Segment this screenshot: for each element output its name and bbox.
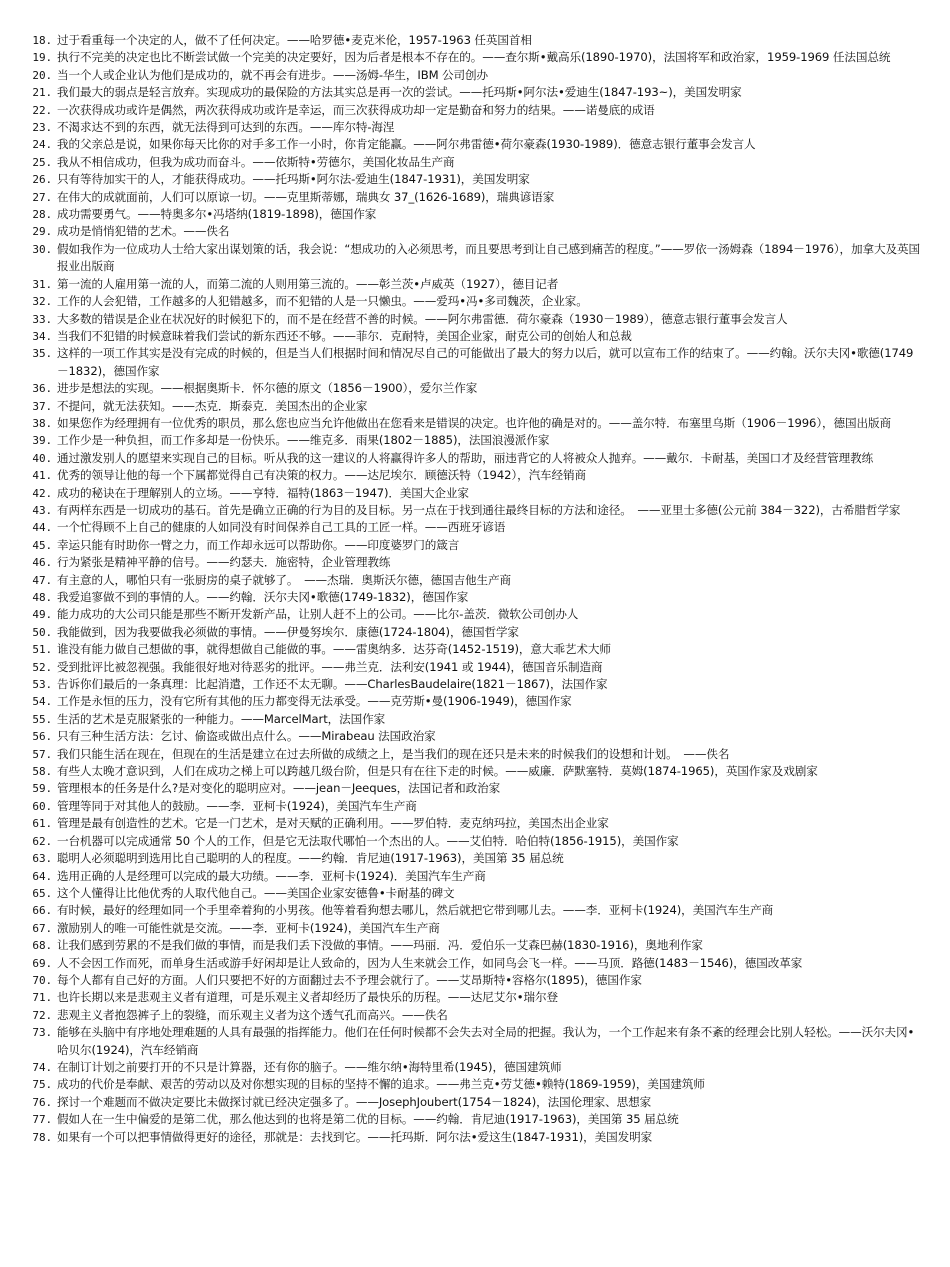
quote-text: 进步是想法的实现。——根据奥斯卡．怀尔德的原文（1856－1900），爱尔兰作家 <box>57 381 478 396</box>
quote-number: 70. <box>32 973 52 987</box>
quote-text: 通过激发别人的愿望来实现自己的目标。听从我的这一建议的人将赢得许多人的帮助，丽违背它的人将被众人抛弃。——戴尔．卡耐基，美国口才及经营管理教练 <box>57 450 874 465</box>
quote-text: 聪明人必须聪明到选用比自己聪明的人的程度。——约翰．肯尼迪(1917-1963)，美国第 35 届总统 <box>57 851 564 866</box>
quote-number: 31. <box>32 277 52 291</box>
quote-number: 38. <box>32 416 52 430</box>
quote-text: 生活的艺术是克服紧张的一种能力。——MarcelMart，法国作家 <box>57 711 386 726</box>
quote-number: 23. <box>32 121 52 135</box>
quote-number: 40. <box>32 451 52 465</box>
quote-item <box>26 537 920 554</box>
quote-text: 过于看重每一个决定的人，做不了任何决定。——哈罗德•麦克米伦，1957-1963 任英国首相 <box>57 33 532 47</box>
quote-number: 30. <box>32 242 52 256</box>
quote-text: 在伟大的成就面前，人们可以原谅一切。——克里斯蒂娜，瑞典女 37_(1626-1689)，瑞典谚语家 <box>57 189 555 204</box>
quote-number: 54. <box>32 695 52 709</box>
quote-item <box>26 955 920 972</box>
quote-item <box>26 223 920 240</box>
quote-item <box>26 850 920 867</box>
quote-number: 39. <box>32 434 52 448</box>
quote-text: 有时候，最好的经理如同一个手里牵着狗的小男孩。他等着看狗想去哪儿，然后就把它带到哪儿去。——李．亚柯卡(1924)，美国汽车生产商 <box>57 903 774 918</box>
quote-item <box>26 728 920 745</box>
quote-text: 有两样东西是一切成功的基石。首先是确立正确的行为目的及目标。另一点在于找到通往最终目标的方法和途径。 ——亚里士多德(公元前 384－322)，古希腊哲学家 <box>57 502 901 517</box>
quote-item <box>26 746 920 763</box>
quote-text: 一次获得成功或许是偶然，两次获得成功或许是幸运，而三次获得成功却一定是勤奋和努力的结果。——诺曼底的成语 <box>57 102 655 117</box>
quote-text: 谁没有能力做自己想做的事，就得想做自己能做的事。——雷奥纳多．达芬奇(1452-1519)，意大乖艺术大师 <box>57 642 611 657</box>
quote-number: 27. <box>32 190 52 204</box>
quote-text: 告诉你们最后的一条真理：比起消遣，工作还不太无聊。——CharlesBaudelaire(1821－1867)，法国作家 <box>57 677 608 692</box>
quote-text: 一台机器可以完成通常 50 个人的工作，但是它无法取代哪怕一个杰出的人。——艾伯特．哈伯特(1856-1915)，美国作家 <box>57 833 679 848</box>
quote-text: 能够在头脑中有序地处理难题的人具有最强的指挥能力。他们在任何时候都不会失去对全局的把握。我认为，一个工作起来有条不紊的经理会比别人轻松。——沃尔夫冈•哈贝尔(1924)，汽车经销商 <box>57 1025 915 1057</box>
quote-text: 受到批评比被忽视强。我能很好地对待恶劣的批评。——弗兰克．法利安(1941 或 1944)，德国音乐制造商 <box>57 659 603 674</box>
quote-number: 62. <box>32 834 52 848</box>
quote-item <box>26 624 920 641</box>
quote-item <box>26 102 920 119</box>
quote-number: 57. <box>32 747 52 761</box>
quote-number: 19. <box>32 51 52 65</box>
quote-text: 也许长期以来是悲观主义者有道理，可是乐观主义者却经历了最快乐的历程。——达尼艾尔•瑞尔登 <box>57 990 558 1005</box>
quote-text: 成功的代价是奉献、艰苦的劳动以及对你想实现的目标的坚持不懈的追求。——弗兰克•劳艾德•赖特(1869-1959)，美国建筑师 <box>57 1077 705 1092</box>
quote-item <box>26 136 920 153</box>
quote-number: 63. <box>32 852 52 866</box>
quote-item <box>26 554 920 571</box>
quote-text: 我们最大的弱点是轻言放弃。实现成功的最保险的方法其实总是再一次的尝试。——托玛斯•阿尔法•爱迪生(1847-193~)，美国发明家 <box>57 85 742 100</box>
quote-text: 悲观主义者抱怨裤子上的裂缝，而乐观主义者为这个透气孔而高兴。——佚名 <box>57 1007 448 1022</box>
quote-item <box>26 1094 920 1111</box>
quote-number: 74. <box>32 1060 52 1074</box>
quote-item <box>26 606 920 623</box>
quote-item <box>26 1024 920 1059</box>
quote-item <box>26 937 920 954</box>
quote-text: 有些人太晚才意识到，人们在成功之梯上可以跨越几级台阶，但是只有在往下走的时候。——威廉．萨默塞特．莫姆(1874-1965)，英国作家及戏剧家 <box>57 764 818 779</box>
quote-number: 59. <box>32 782 52 796</box>
quote-text: 这样的一项工作其实是没有完成的时候的，但是当人们根据时间和情况尽自己的可能做出了最大的努力以后，就可以宣布工作的结束了。——约翰。沃尔夫冈•歌德(1749－1832)，德国作家 <box>57 346 914 378</box>
quote-number: 46. <box>32 556 52 570</box>
quote-number: 78. <box>32 1130 52 1144</box>
quote-item <box>26 276 920 293</box>
quote-number: 24. <box>32 138 52 152</box>
quote-text: 每个人都有自己好的方面。人们只要把不好的方面翻过去不予理会就行了。——艾昂斯特•容格尔(1895)，德国作家 <box>57 972 642 987</box>
quote-number: 34. <box>32 329 52 343</box>
quote-number: 49. <box>32 608 52 622</box>
quote-item <box>26 885 920 902</box>
quote-text: 只有三种生活方法：乞讨、偷盗或做出点什么。——Mirabeau 法国政治家 <box>57 729 436 744</box>
quote-text: 在制订计划之前要打开的不只是计算器，还有你的脑子。——维尔纳•海特里希(1945)，德国建筑师 <box>57 1059 562 1074</box>
quote-text: 探讨一个难题而不做决定要比未做探讨就已经决定强多了。——JosephJoubert(1754－1824)，法国伦理家、思想家 <box>57 1094 652 1109</box>
quote-item <box>26 659 920 676</box>
quote-text: 第一流的人雇用第一流的人，而第二流的人则用第三流的。——彰兰茨•卢威英（1927），德目记者 <box>57 276 559 291</box>
quote-number: 75. <box>32 1078 52 1092</box>
quote-number: 26. <box>32 173 52 187</box>
quote-text: 不渴求达不到的东西，就无法得到可达到的东西。——库尔特-海涅 <box>57 120 395 135</box>
quote-text: 我从不相信成功，但我为成功而奋斗。——依斯特•劳德尔，美国化妆品生产商 <box>57 154 455 169</box>
quote-item <box>26 1129 920 1146</box>
quote-text: 只有等待加实干的人，才能获得成功。——托玛斯•阿尔法-爱迪生(1847-1931)，美国发明家 <box>57 172 530 187</box>
quote-number: 42. <box>32 486 52 500</box>
quote-list <box>26 32 920 1146</box>
quote-number: 72. <box>32 1008 52 1022</box>
quote-text: 执行不完美的决定也比不断尝试做一个完美的决定要好，因为后者是根本不存在的。——查尔斯•戴高乐(1890-1970)，法国将军和政治家，1959-1969 任法国总统 <box>57 50 891 65</box>
quote-number: 52. <box>32 660 52 674</box>
quote-number: 69. <box>32 956 52 970</box>
quote-text: 这个人懂得让比他优秀的人取代他自己。——美国企业家安德鲁•卡耐基的碑文 <box>57 885 455 900</box>
quote-text: 一个忙得顾不上自己的健康的人如同没有时间保养自己工具的工匠一样。——西班牙谚语 <box>57 520 506 535</box>
quote-item <box>26 485 920 502</box>
quote-number: 66. <box>32 904 52 918</box>
quote-number: 47. <box>32 573 52 587</box>
quote-item <box>26 154 920 171</box>
quote-item <box>26 902 920 919</box>
quote-text: 假如我作为一位成功人士给大家出谋划策的话，我会说：“想成功的入必须思考，而且要思考到让自己感到痛苦的程度。”——罗依一汤姆森（1894－1976），加拿大及英国报业出版商 <box>57 241 920 274</box>
quote-number: 29. <box>32 225 52 239</box>
quote-text: 激励别人的唯一可能性就是交流。——李．亚柯卡(1924)，美国汽车生产商 <box>57 920 440 935</box>
quote-number: 41. <box>32 469 52 483</box>
quote-item <box>26 311 920 328</box>
quote-item <box>26 398 920 415</box>
quote-item <box>26 589 920 606</box>
quote-number: 61. <box>32 817 52 831</box>
quote-text: 工作是永恒的压力，没有它所有其他的压力都变得无法承受。——克劳斯•曼(1906-1949)，德国作家 <box>57 694 572 709</box>
quote-item <box>26 450 920 467</box>
quote-item <box>26 345 920 380</box>
quote-number: 35. <box>32 347 52 361</box>
quote-item <box>26 989 920 1006</box>
quote-text: 如果有一个可以把事情做得更好的途径，那就是：去找到它。——托玛斯．阿尔法•爱这生(1847-1931)，美国发明家 <box>57 1129 653 1144</box>
quote-item <box>26 171 920 188</box>
quote-item <box>26 293 920 310</box>
quote-item <box>26 780 920 797</box>
quote-number: 68. <box>32 939 52 953</box>
quote-item <box>26 815 920 832</box>
quote-number: 48. <box>32 591 52 604</box>
quote-number: 22. <box>32 103 52 117</box>
quote-number: 64. <box>32 869 52 883</box>
quote-text: 幸运只能有时助你一臂之力，而工作却永远可以帮助你。——印度婆罗门的箴言 <box>57 537 460 552</box>
quote-text: 管理等同于对其他人的鼓励。——李．亚柯卡(1924)，美国汽车生产商 <box>57 798 417 813</box>
quote-number: 58. <box>32 765 52 779</box>
quote-item <box>26 920 920 937</box>
quote-text: 管理是最有创造性的艺术。它是一门艺术，是对天赋的正确利用。——罗伯特．麦克纳玛拉，美国杰出企业家 <box>57 816 609 831</box>
quote-text: 我能做到，因为我要做我必须做的事情。——伊曼努埃尔．康德(1724-1804)，德国哲学家 <box>57 624 519 639</box>
quote-text: 我们只能生活在现在，但现在的生活是建立在过去所做的成绩之上，是当我们的现在还只是未来的时候我们的设想和计划。 ——佚名 <box>57 746 730 761</box>
quote-number: 21. <box>32 86 52 100</box>
quote-number: 36. <box>32 382 52 396</box>
quote-item <box>26 119 920 136</box>
quote-item <box>26 1007 920 1024</box>
quote-item <box>26 711 920 728</box>
quote-text: 不提问，就无法获知。——杰克．斯泰克．美国杰出的企业家 <box>57 398 368 413</box>
quote-number: 71. <box>32 991 52 1005</box>
quote-item <box>26 502 920 519</box>
quote-item <box>26 1111 920 1128</box>
quote-number: 67. <box>32 921 52 935</box>
quote-item <box>26 868 920 885</box>
quote-text: 如果您作为经理拥有一位优秀的职员，那么您也应当允许他做出在您看来是错误的决定。也许他的确是对的。——盖尔特．布塞里乌斯（1906－1996），德国出版商 <box>57 415 891 430</box>
quote-item <box>26 49 920 66</box>
quote-number: 33. <box>32 312 52 326</box>
quote-item <box>26 1076 920 1093</box>
quote-item <box>26 693 920 710</box>
quote-item <box>26 380 920 397</box>
quote-item <box>26 676 920 693</box>
quote-text: 人不会因工作而死，而单身生活或游手好闲却是让人致命的，因为人生来就会工作，如同鸟会飞一样。——马顶．路德(1483－1546)，德国改革家 <box>57 955 803 970</box>
quote-text: 假如人在一生中偏爱的是第二优，那么他达到的也将是第二优的目标。——约翰．肯尼迪(1917-1963)，美国第 35 届总统 <box>57 1112 679 1127</box>
quote-number: 51. <box>32 643 52 657</box>
quote-number: 60. <box>32 799 52 813</box>
quote-number: 50. <box>32 625 52 639</box>
quote-number: 65. <box>32 886 52 900</box>
quote-item <box>26 206 920 223</box>
quote-text: 有主意的人，哪怕只有一张厨房的桌子就够了。 ——杰瑞．奥斯沃尔德，德国吉他生产商 <box>57 572 511 587</box>
quote-number: 56. <box>32 730 52 744</box>
quote-number: 73. <box>32 1026 52 1040</box>
quote-item <box>26 519 920 536</box>
quote-number: 28. <box>32 208 52 222</box>
quote-number: 77. <box>32 1113 52 1127</box>
quote-text: 管理根本的任务是什么?是对变化的聪明应对。——jean－Jeeques，法国记者和政治家 <box>57 781 501 796</box>
quote-item <box>26 67 920 84</box>
quote-item <box>26 641 920 658</box>
quote-number: 32. <box>32 295 52 309</box>
quote-text: 我爱追寥做不到的事情的人。——约翰．沃尔夫冈•歌德(1749-1832)，德国作家 <box>57 590 469 604</box>
quote-text: 工作的人会犯错，工作越多的人犯错越多，而不犯错的人是一只懒虫。——爱玛•冯•多司魏茨，企业家。 <box>57 294 588 309</box>
quote-text: 当我们不犯错的时候意昧着我们尝试的新东西还不够。——菲尔．克耐特，美国企业家，耐克公司的创始人和总裁 <box>57 328 632 343</box>
quote-item <box>26 241 920 276</box>
quote-number: 45. <box>32 538 52 552</box>
quote-item <box>26 798 920 815</box>
quote-text: 当一个人或企业认为他们是成功的，就不再会有进步。——汤姆-华生，IBM 公司创办 <box>57 67 489 82</box>
quote-text: 行为紧张是精神平静的信号。——约瑟夫．施密特，企业管理教练 <box>57 555 391 570</box>
quote-text: 成功的秘诀在于理解别人的立场。——亨特．福特(1863－1947)．美国大企业家 <box>57 485 469 500</box>
quote-text: 能力成功的大公司只能是那些不断开发新产品，让别人赶不上的公司。——比尔-盖茨．微软公司创办人 <box>57 607 579 622</box>
quote-item <box>26 763 920 780</box>
quote-text: 优秀的领导让他的每一个下属都觉得自己有决策的权力。——达尼埃尔．顾德沃特（1942），汽车经销商 <box>57 468 587 483</box>
quote-item <box>26 189 920 206</box>
quote-number: 18. <box>32 34 52 47</box>
quote-text: 成功是悄悄犯错的艺术。——佚名 <box>57 224 230 239</box>
quote-number: 44. <box>32 521 52 535</box>
quote-number: 55. <box>32 712 52 726</box>
quote-text: 让我们感到劳累的不是我们做的事情，而是我们丢下没做的事情。——玛丽．冯．爱伯乐一艾森巴赫(1830-1916)，奥地利作家 <box>57 938 703 953</box>
quote-item <box>26 328 920 345</box>
quote-item <box>26 32 920 49</box>
quote-text: 大多数的错误是企业在状况好的时候犯下的，而不是在经营不善的时候。——阿尔弗雷德．荷尔豪森（1930－1989），德意志银行董事会发言人 <box>57 311 788 326</box>
quote-item <box>26 1059 920 1076</box>
quote-item <box>26 84 920 101</box>
quote-item <box>26 415 920 432</box>
quote-number: 43. <box>32 503 52 517</box>
quote-number: 37. <box>32 399 52 413</box>
quote-item <box>26 972 920 989</box>
quote-text: 我的父亲总是说，如果你每天比你的对手多工作一小时，你肯定能赢。——阿尔弗雷德•荷尔豪森(1930-1989)．德意志银行董事会发言人 <box>57 137 756 152</box>
quote-number: 20. <box>32 68 52 82</box>
quote-text: 成功需要勇气。——特奥多尔•冯塔纳(1819-1898)，德国作家 <box>57 207 377 222</box>
quote-item <box>26 467 920 484</box>
quote-text: 选用正确的人是经理可以完成的最大功绩。——李．亚柯卡(1924)．美国汽车生产商 <box>57 868 486 883</box>
quote-number: 76. <box>32 1095 52 1109</box>
quote-number: 53. <box>32 678 52 692</box>
quote-text: 工作少是一种负担，而工作多却是一份快乐。——维克多．雨果(1802－1885)，法国浪漫派作家 <box>57 433 550 448</box>
quote-number: 25. <box>32 155 52 169</box>
quote-item <box>26 833 920 850</box>
quote-item <box>26 572 920 589</box>
quote-item <box>26 432 920 449</box>
